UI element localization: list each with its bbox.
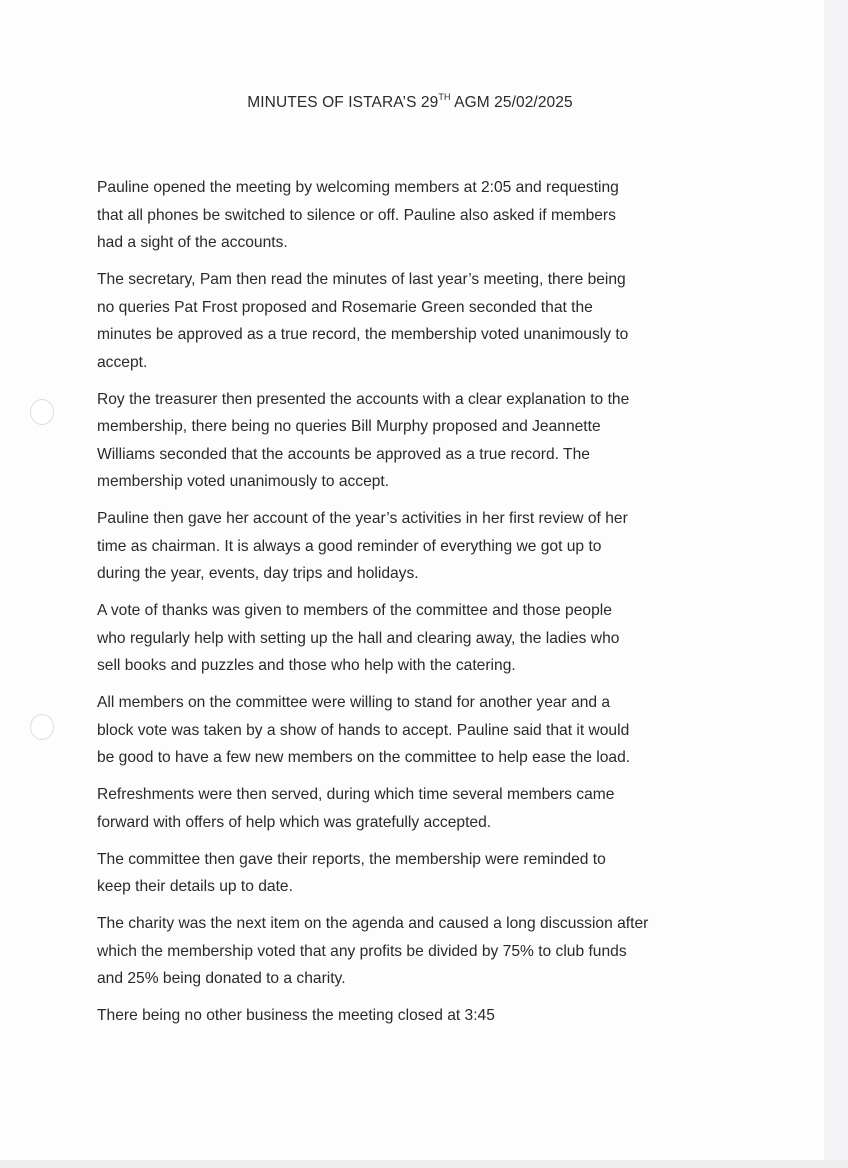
minutes-body: [97, 174, 737, 1039]
paragraph-line: The charity was the next item on the agenda and caused a long discussion after: [97, 915, 649, 932]
minutes-paragraph: [97, 689, 737, 772]
paragraph-line: A vote of thanks was given to members of the committee and those people: [97, 602, 612, 619]
paragraph-line: who regularly help with setting up the hall and clearing away, the ladies who: [97, 629, 620, 647]
minutes-paragraph: [97, 505, 737, 588]
paragraph-line: which the membership voted that any profits be divided by 75% to club funds: [97, 942, 627, 960]
minutes-paragraph: [97, 781, 737, 836]
paragraph-line: There being no other business the meeting closed at 3:45: [97, 1007, 495, 1024]
paragraph-line: The committee then gave their reports, the membership were reminded to: [97, 850, 606, 868]
paragraph-line: accept.: [97, 353, 148, 371]
paragraph-line: forward with offers of help which was gratefully accepted.: [97, 813, 492, 831]
paragraph-line: block vote was taken by a show of hands to accept. Pauline said that it would: [97, 721, 630, 739]
paragraph-line: and 25% being donated to a charity.: [97, 970, 346, 987]
paragraph-line: keep their details up to date.: [97, 878, 293, 895]
minutes-paragraph: [97, 174, 737, 257]
minutes-paragraph: [97, 266, 737, 376]
paragraph-line: Refreshments were then served, during which time several members came: [97, 786, 615, 803]
paragraph-line: time as chairman. It is always a good reminder of everything we got up to: [97, 537, 602, 555]
paragraph-line: membership voted unanimously to accept.: [97, 473, 390, 490]
title-date: AGM 25/02/2025: [450, 94, 573, 111]
paragraph-line: The secretary, Pam then read the minutes of last year’s meeting, there being: [97, 271, 626, 288]
paragraph-line: Pauline opened the meeting by welcoming members at 2:05 and requesting: [97, 179, 619, 196]
minutes-paragraph: [97, 386, 737, 496]
title-text: MINUTES OF ISTARA’S 29: [247, 94, 439, 111]
title-superscript: TH: [438, 92, 451, 102]
paragraph-line: Roy the treasurer then presented the accounts with a clear explanation to the: [97, 390, 630, 408]
paragraph-line: had a sight of the accounts.: [97, 234, 288, 251]
punch-hole: [30, 714, 54, 740]
paragraph-line: sell books and puzzles and those who help with the catering.: [97, 657, 516, 674]
paragraph-line: that all phones be switched to silence or off. Pauline also asked if members: [97, 206, 616, 224]
paragraph-line: All members on the committee were willing to stand for another year and a: [97, 694, 611, 711]
document-title: [0, 92, 820, 112]
punch-hole: [30, 399, 54, 425]
paragraph-line: Pauline then gave her account of the year’s activities in her first review of her: [97, 510, 628, 527]
paragraph-line: during the year, events, day trips and holidays.: [97, 565, 419, 582]
minutes-paragraph: [97, 910, 737, 993]
paragraph-line: minutes be approved as a true record, the membership voted unanimously to: [97, 326, 629, 343]
paragraph-line: membership, there being no queries Bill Murphy proposed and Jeannette: [97, 418, 601, 435]
minutes-paragraph: [97, 1002, 737, 1030]
scan-bottom-edge: [0, 1160, 848, 1168]
paragraph-line: Williams seconded that the accounts be approved as a true record. The: [97, 445, 590, 463]
minutes-paragraph: [97, 597, 737, 680]
paragraph-line: no queries Pat Frost proposed and Rosemarie Green seconded that the: [97, 298, 593, 316]
scan-edge: [824, 0, 848, 1168]
paragraph-line: be good to have a few new members on the committee to help ease the load.: [97, 749, 631, 766]
minutes-paragraph: [97, 846, 737, 901]
